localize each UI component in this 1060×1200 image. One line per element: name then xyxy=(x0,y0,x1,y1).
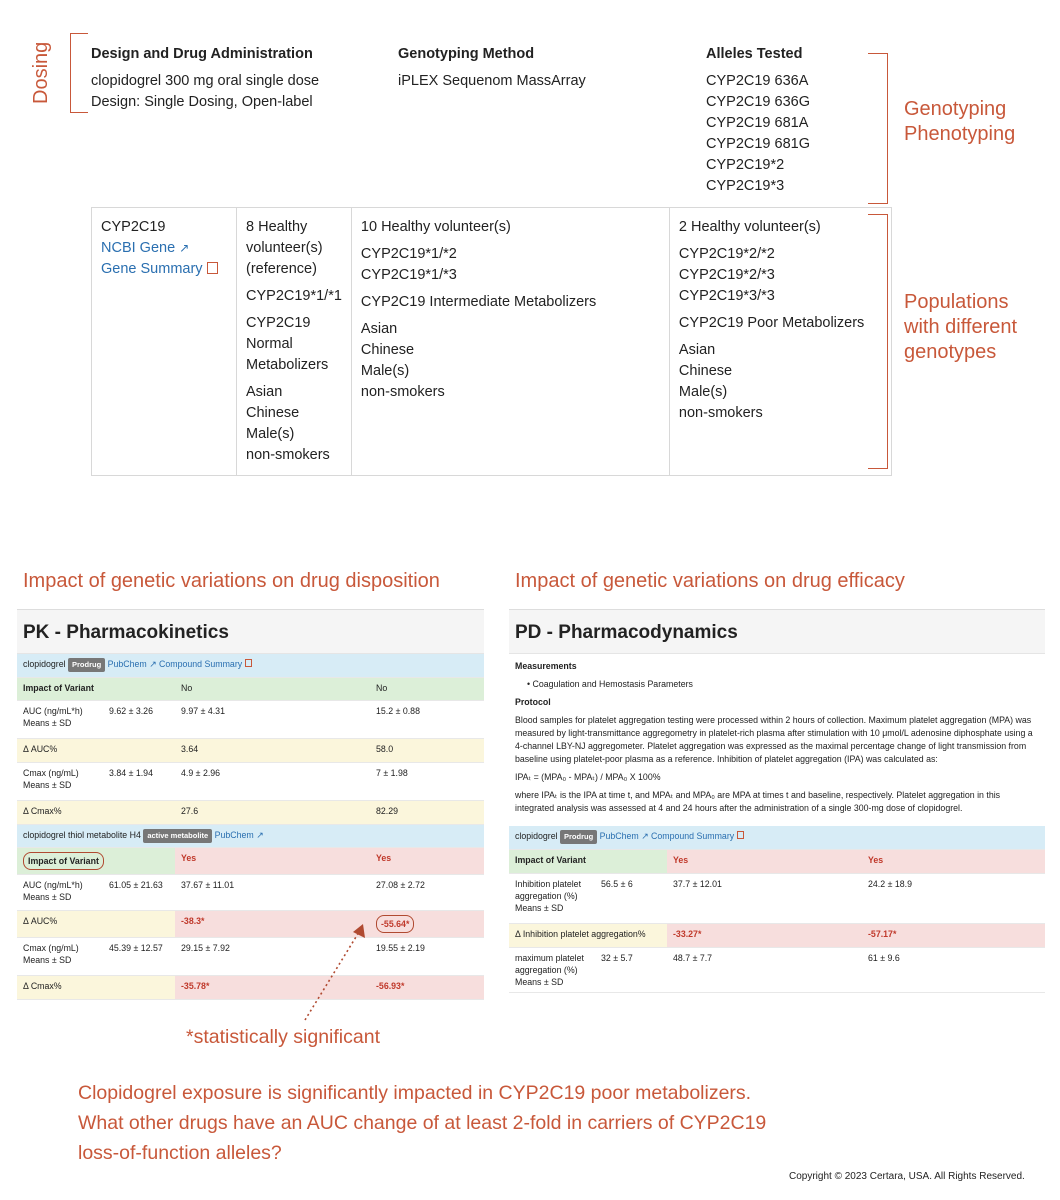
compound-summary-link[interactable]: Compound Summary xyxy=(159,659,252,669)
ipa-row: Inhibition platelet aggregation (%) Means ± SD 56.5 ± 6 37.7 ± 12.01 24.2 ± 18.9 xyxy=(509,873,1045,923)
cmax-row: Cmax (ng/mL) Means ± SD 3.84 ± 1.94 4.9 ± 2.96 7 ± 1.98 xyxy=(17,762,484,800)
population-count: 10 Healthy volunteer(s) xyxy=(360,219,511,235)
impact-row: Impact of Variant No No xyxy=(17,677,484,700)
allele-item: CYP2C19*2 xyxy=(706,157,785,173)
pk-table xyxy=(17,654,484,1000)
population-demographics: Asian Chinese Male(s) non-smokers xyxy=(246,384,330,463)
mpa-row: maximum platelet aggregation (%) Means ± SD 32 ± 5.7 48.7 ± 7.7 61 ± 9.6 xyxy=(509,947,1045,992)
allele-item: CYP2C19 681G xyxy=(706,136,810,152)
pd-panel xyxy=(509,609,1045,993)
external-link-icon: ↗ xyxy=(179,241,190,255)
population-genotypes: CYP2C19*1/*2 CYP2C19*1/*3 xyxy=(360,246,457,283)
population-genotypes: CYP2C19*2/*2 CYP2C19*2/*3 CYP2C19*3/*3 xyxy=(678,246,775,304)
external-link-icon: ↗ xyxy=(641,831,649,841)
prodrug-badge: Prodrug xyxy=(560,830,597,844)
drug-name: clopidogrel xyxy=(23,659,66,669)
ncbi-gene-link[interactable]: NCBI Gene ↗ xyxy=(101,240,190,256)
population-poor xyxy=(669,208,891,476)
population-demographics: Asian Chinese Male(s) non-smokers xyxy=(360,321,445,400)
auc-row: AUC (ng/mL*h) Means ± SD 9.62 ± 3.26 9.97 ± 4.31 15.2 ± 0.88 xyxy=(17,700,484,738)
population-count: 2 Healthy volunteer(s) xyxy=(678,219,821,235)
gene-name: CYP2C19 xyxy=(101,219,166,235)
prodrug-badge: Prodrug xyxy=(68,658,105,672)
significance-note: *statistically significant xyxy=(186,1026,380,1048)
gene-summary-link[interactable]: Gene Summary xyxy=(101,259,227,280)
active-metabolite-badge: active metabolite xyxy=(143,829,212,843)
population-phenotype: CYP2C19 Normal Metabolizers xyxy=(246,315,329,373)
measurement-item: • Coagulation and Hemostasis Parameters xyxy=(527,679,693,689)
external-link-icon: ↗ xyxy=(256,829,264,840)
measurements-label: Measurements xyxy=(515,661,577,671)
pd-caption: Impact of genetic variations on drug efficacy xyxy=(515,570,905,592)
pdf-icon xyxy=(737,831,744,839)
genotyping-method-value: iPLEX Sequenom MassArray xyxy=(398,73,586,89)
allele-item: CYP2C19 681A xyxy=(706,115,809,131)
ipa-formula: IPAₜ = (MPA₀ - MPAₜ) / MPA₀ X 100% xyxy=(515,772,661,782)
drug-row xyxy=(17,654,484,677)
pdf-icon xyxy=(207,262,218,274)
population-demographics: Asian Chinese Male(s) non-smokers xyxy=(678,342,763,421)
design-line-2: Design: Single Dosing, Open-label xyxy=(91,94,313,110)
protocol-where: where IPAₜ is the IPA at time t, and MPAₜ and MPA₀ are MPA at times t and baseline, respectively. Platelet aggregation in this integrated analysis was assessed at 4 and 24 hours after the administration of a single 300-mg dose of clopidogrel. xyxy=(515,790,1001,813)
delta-auc-row: Δ AUC% -38.3* -55.64* xyxy=(17,910,484,937)
population-intermediate xyxy=(351,208,669,476)
impact-row: Impact of Variant Yes Yes xyxy=(17,847,484,874)
pubchem-link[interactable]: PubChem ↗ xyxy=(107,659,157,669)
design-line-1: clopidogrel 300 mg oral single dose xyxy=(91,73,320,89)
pd-title: PD - Pharmacodynamics xyxy=(509,610,1045,654)
drug-row xyxy=(17,824,484,847)
auc-row: AUC (ng/mL*h) Means ± SD 61.05 ± 21.63 37.67 ± 11.01 27.08 ± 2.72 xyxy=(17,874,484,910)
cmax-row: Cmax (ng/mL) Means ± SD 45.39 ± 12.57 29.15 ± 7.92 19.55 ± 2.19 xyxy=(17,937,484,975)
allele-item: CYP2C19*3 xyxy=(706,178,785,194)
delta-auc-row: Δ AUC% 3.64 58.0 xyxy=(17,738,484,762)
dosing-side-label: Dosing xyxy=(30,41,52,104)
genotyping-phenotyping-label: Genotyping Phenotyping xyxy=(904,98,1016,145)
gene-cell xyxy=(92,208,237,476)
significant-auc-highlight: -55.64* xyxy=(376,915,414,933)
copyright: Copyright © 2023 Certara, USA. All Rights Reserved. xyxy=(789,1171,1025,1182)
protocol-label: Protocol xyxy=(515,697,551,707)
pubchem-link[interactable]: PubChem ↗ xyxy=(214,829,264,840)
pd-body xyxy=(509,654,1045,826)
genotyping-method-header: Genotyping Method xyxy=(398,46,535,62)
alleles-list xyxy=(706,71,810,197)
populations-bracket xyxy=(868,214,888,469)
design-header: Design and Drug Administration xyxy=(91,46,313,62)
delta-cmax-row: Δ Cmax% -35.78* -56.93* xyxy=(17,975,484,999)
impact-of-variant-highlight: Impact of Variant xyxy=(23,852,104,870)
populations-label: Populations with different genotypes xyxy=(904,291,1018,363)
drug-name: clopidogrel thiol metabolite H4 xyxy=(23,829,141,840)
conclusion-text: Clopidogrel exposure is significantly impacted in CYP2C19 poor metabolizers. What other drugs have an AUC change of at least 2-fold in carriers of CYP2C19 loss-of-function alleles? xyxy=(78,1082,767,1164)
pk-caption: Impact of genetic variations on drug disposition xyxy=(23,570,440,592)
drug-row xyxy=(509,826,1045,849)
population-normal xyxy=(237,208,352,476)
allele-item: CYP2C19 636G xyxy=(706,94,810,110)
protocol-text: Blood samples for platelet aggregation testing were processed within 2 hours of collection. Maximum platelet aggregation (MPA) was measured by light-transmittance aggregometry in platelet-rich plasma after stimulation with 10 μmol/L adenosine diphosphate using a 4-channel LBY-NJ aggregometer. Platelet aggregation was expressed as the maximal percentage change of light transmission from baseline using platelet-poor plasma as a reference. Inhibition of platelet aggregation (IPA) was calculated as: xyxy=(515,715,1033,764)
population-phenotype: CYP2C19 Poor Metabolizers xyxy=(678,315,865,331)
impact-row: Impact of Variant Yes Yes xyxy=(509,849,1045,873)
allele-item: CYP2C19 636A xyxy=(706,73,809,89)
alleles-header: Alleles Tested xyxy=(706,46,803,62)
pd-table xyxy=(509,826,1045,993)
pubchem-link[interactable]: PubChem ↗ xyxy=(599,831,649,841)
population-genotype: CYP2C19*1/*1 xyxy=(246,288,342,304)
dosing-bracket xyxy=(70,33,88,113)
population-phenotype: CYP2C19 Intermediate Metabolizers xyxy=(360,294,597,310)
external-link-icon: ↗ xyxy=(149,659,157,669)
pdf-icon xyxy=(245,659,252,667)
pk-title: PK - Pharmacokinetics xyxy=(17,610,484,654)
population-count: 8 Healthy volunteer(s) (reference) xyxy=(246,219,323,277)
significance-arrow xyxy=(295,920,375,1025)
delta-cmax-row: Δ Cmax% 27.6 82.29 xyxy=(17,800,484,824)
compound-summary-link[interactable]: Compound Summary xyxy=(651,831,744,841)
pk-panel xyxy=(17,609,484,1000)
genotyping-bracket xyxy=(868,53,888,204)
drug-name: clopidogrel xyxy=(515,831,558,841)
delta-ipa-row: Δ Inhibition platelet aggregation% -33.27* -57.17* xyxy=(509,923,1045,947)
populations-table xyxy=(91,207,892,476)
